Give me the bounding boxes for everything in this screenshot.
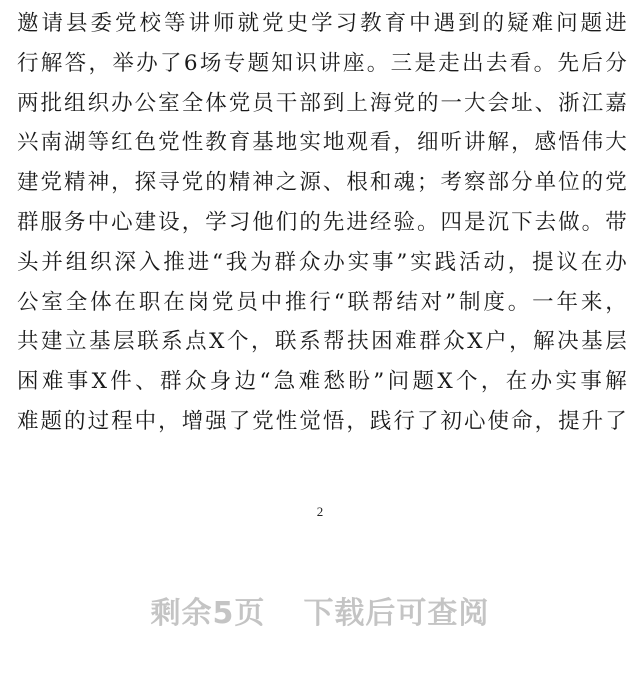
text-line: 共建立基层联系点X个，联系帮扶困难群众X户，解决基层: [17, 329, 627, 355]
page-number: 2: [316, 504, 324, 519]
text-line: 邀请县委党校等讲师就党史学习教育中遇到的疑难问题进: [17, 11, 627, 36]
remaining-pages-label: 剩余5页: [150, 596, 266, 631]
download-hint-label: 下载后可查阅: [303, 596, 490, 631]
text-line: 困难事X件、群众身边“急难愁盼”问题X个，在办实事解: [17, 369, 627, 395]
body-text: [17, 4, 627, 442]
text-line: 兴南湖等红色党性教育基地实地观看，细听讲解，感悟伟大: [17, 130, 627, 156]
remaining-pages-banner[interactable]: [0, 588, 640, 632]
text-line: 群服务中心建设，学习他们的先进经验。四是沉下去做。带: [17, 209, 627, 235]
text-line: 难题的过程中，增强了党性觉悟，践行了初心使命，提升了: [17, 408, 627, 434]
text-line: 行解答，举办了6场专题知识讲座。三是走出去看。先后分: [17, 50, 627, 76]
text-line: 公室全体在职在岗党员中推行“联帮结对”制度。一年来，: [17, 289, 627, 315]
text-line: 两批组织办公室全体党员干部到上海党的一大会址、浙江嘉: [17, 90, 627, 116]
text-line: 建党精神，探寻党的精神之源、根和魂；考察部分单位的党: [17, 170, 627, 196]
text-line: 头并组织深入推进“我为群众办实事”实践活动，提议在办: [17, 249, 627, 275]
